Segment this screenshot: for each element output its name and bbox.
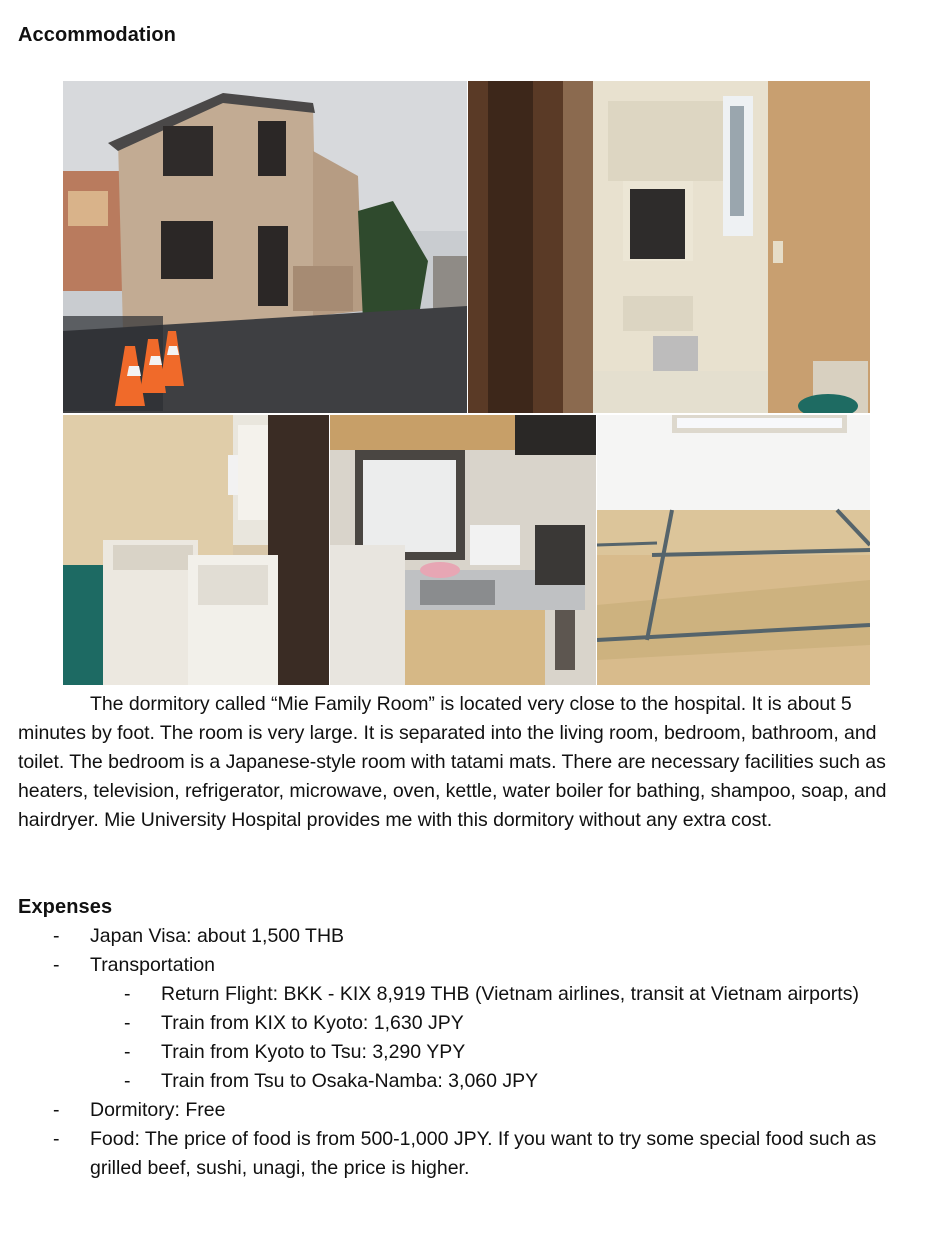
sublist-item-train-kyoto-tsu bbox=[0, 1038, 881, 1067]
tatami-room-photo bbox=[597, 415, 870, 685]
sublist-item-train-tsu-osaka bbox=[0, 1067, 881, 1096]
sublist-item-train-kix-kyoto bbox=[0, 1009, 881, 1038]
accommodation-description: The dormitory called “Mie Family Room” is located very close to the hospital. It is about 5 minutes by foot. The room is very large. It is separated into the living room, bedroom, bathroom, and toilet. The bedroom is a Japanese-style room with tatami mats. There are necessary facilities such as heaters, television, refrigerator, microwave, oven, kettle, water boiler for bathing, shampoo, soap, and hairdryer. Mie University Hospital provides me with this dormitory without any extra cost. bbox=[18, 693, 887, 831]
list-item-visa bbox=[0, 922, 900, 951]
photo-collage bbox=[63, 81, 870, 685]
sublist-item-return-flight bbox=[0, 980, 881, 1009]
bullet-dash: - bbox=[124, 983, 131, 1005]
list-item-text: Food: The price of food is from 500-1,000 JPY. If you want to try some special food such as grilled beef, sushi, unagi, the price is higher. bbox=[90, 1128, 877, 1179]
list-item-text: Japan Visa: about 1,500 THB bbox=[90, 925, 345, 947]
bullet-dash: - bbox=[124, 1041, 131, 1063]
kitchen-photo bbox=[330, 415, 596, 685]
accommodation-heading: Accommodation bbox=[18, 24, 176, 46]
sublist-item-text: Train from KIX to Kyoto: 1,630 JPY bbox=[161, 1012, 464, 1034]
bullet-dash: - bbox=[53, 954, 60, 976]
list-item-text: Dormitory: Free bbox=[90, 1099, 226, 1121]
bathroom-photo bbox=[468, 81, 870, 413]
bullet-dash: - bbox=[53, 1099, 60, 1121]
sublist-item-text: Train from Tsu to Osaka-Namba: 3,060 JPY bbox=[161, 1070, 539, 1092]
list-item-food bbox=[0, 1125, 900, 1183]
list-item-transportation bbox=[0, 951, 900, 980]
bullet-dash: - bbox=[124, 1012, 131, 1034]
sublist-item-text: Return Flight: BKK - KIX 8,919 THB (Vietnam airlines, transit at Vietnam airports) bbox=[161, 983, 859, 1005]
bullet-dash: - bbox=[53, 1128, 60, 1150]
list-item-dormitory bbox=[0, 1096, 900, 1125]
sublist-item-text: Train from Kyoto to Tsu: 3,290 YPY bbox=[161, 1041, 466, 1063]
bullet-dash: - bbox=[53, 925, 60, 947]
list-item-text: Transportation bbox=[90, 954, 216, 976]
expenses-list bbox=[0, 922, 935, 1183]
apartment-exterior-photo bbox=[63, 81, 467, 413]
expenses-heading: Expenses bbox=[18, 896, 113, 918]
washroom-photo bbox=[63, 415, 329, 685]
bullet-dash: - bbox=[124, 1070, 131, 1092]
